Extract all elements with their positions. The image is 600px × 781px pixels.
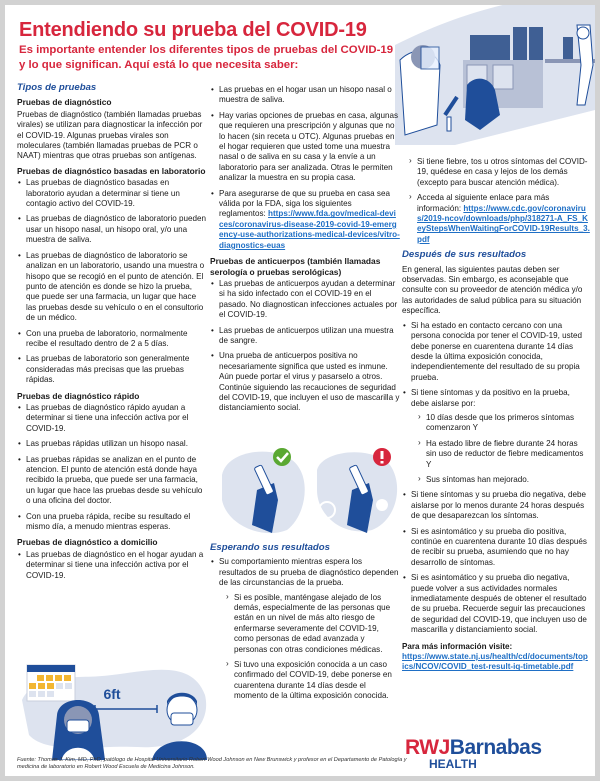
check-circle-icon xyxy=(273,448,291,466)
list-item: • Si tiene síntomas y su prueba dio negativa, debe aislarse por lo menos durante 24 horas después de que desaparezcan los síntomas. xyxy=(402,490,590,521)
home-tests-list-continued xyxy=(210,85,400,251)
list-item: • Una prueba de anticuerpos positiva no necesariamente significa que usted es inmune. Aún puede portar el virus y pasarselo a otros. Continúe siguiendo las recauciones de seguridad del COVID-19, que incluyen el uso de mascarilla y distanciamiento social. xyxy=(210,351,400,413)
waiting-intro: Su comportamiento mientras espera los resultados de su prueba de diagnóstico dependen de las circunstancias de la prueba. xyxy=(219,557,399,588)
section-heading-waiting: Esperando sus resultados xyxy=(210,542,330,553)
lab-tests-list xyxy=(17,178,207,385)
cdc-text: Acceda al siguiente enlace para más información: xyxy=(417,193,550,213)
list-item: › Si tuvo una exposición conocida a un caso confirmado del COVID-19, debe ponerse en cuarentena durante 14 días desde el momento de la última exposición conocida. xyxy=(225,660,400,702)
after-intro: En general, las siguientes pautas deben ser observadas. Sin embargo, es aconsejable que consulte con su proveedor de atención médica y/o las autoridades de salud pública para su situación específica. xyxy=(402,264,583,316)
more-info-label: Para más información visite: xyxy=(402,641,513,651)
rwjbarnabas-logo xyxy=(405,738,542,770)
subheading-home-tests: Pruebas de diagnóstico a domicilio xyxy=(17,537,158,548)
social-distancing-illustration xyxy=(17,655,207,760)
logo-rwj: RWJ xyxy=(405,736,450,759)
list-item: • Las pruebas en el hogar usan un hisopo nasal o muestra de saliva. xyxy=(210,85,400,106)
fda-text: Para asegurarse de que su prueba en casa sea válida por la FDA, siga los siguientes reglamentos: xyxy=(219,188,390,219)
list-item xyxy=(210,557,400,701)
cdc-link[interactable]: https://www.cdc.gov/coronavirus/2019-ncov/downloads/php/318271-A_FS_KeyStepsWhenWaitingForCOVID-19Results_3.pdf xyxy=(417,203,590,244)
list-item: › Ha estado libre de fiebre durante 24 horas sin uso de reductor de fiebre medicamentos Y xyxy=(417,439,590,470)
lab-machine xyxy=(470,35,510,60)
list-item: › Si es posible, manténgase alejado de los demás, especialmente de las personas que están en un nivel de más alto riesgo de enfermarse severamente del COVID-19, como personas de edad avanzada y personas con otras condiciones médicas. xyxy=(225,593,400,655)
lab-testing-illustration xyxy=(395,5,595,145)
column-1 xyxy=(17,83,207,586)
list-item: • Las pruebas de anticuerpos utilizan una muestra de sangre. xyxy=(210,326,400,347)
waiting-sublist xyxy=(225,593,400,702)
subheading-rapid-tests: Pruebas de diagnóstico rápido xyxy=(17,390,140,401)
section-heading-types: Tipos de pruebas xyxy=(17,82,97,93)
list-item xyxy=(408,193,590,245)
fda-link[interactable]: https://www.fda.gov/medical-devices/coronavirus-disease-2019-covid-19-emergency-use-authorizations-medical-devices/vitro-diagnostics-euas xyxy=(219,209,400,250)
after-list xyxy=(402,321,590,636)
list-item: • Con una prueba rápida, recibe su resultado el mismo día, a menudo mientras esperas. xyxy=(17,512,207,533)
list-item: • Las pruebas de diagnóstico de laboratorio pueden usar un hisopo nasal, un hisopo oral, y/o una muestra de saliva. xyxy=(17,214,207,245)
list-item: • Las pruebas de diagnóstico en el hogar ayudan a determinar si tiene una infección activa por el COVID-19. xyxy=(17,550,207,581)
list-item: › 10 días desde que los primeros síntomas comenzaron Y xyxy=(417,413,590,434)
list-item: • Las pruebas rápidas utilizan un hisopo nasal. xyxy=(17,439,207,449)
face-shield xyxy=(421,47,439,69)
calendar-icon xyxy=(27,665,75,701)
positive-intro: Si tiene síntomas y da positivo en la prueba, debe aislarse por: xyxy=(411,388,570,408)
rapid-tests-list xyxy=(17,403,207,532)
list-item: • Las pruebas de diagnóstico basadas en laboratorio ayudan a determinar si tiene un contagio activo del COVID-19. xyxy=(17,178,207,209)
positive-sublist xyxy=(417,413,590,485)
woman-with-mask-figure xyxy=(52,700,105,760)
list-item: › Si tiene fiebre, tos u otros síntomas del COVID-19, quédese en casa y lejos de los demás (excepto para buscar atención médica). xyxy=(408,157,590,188)
page-subtitle: Es importante entender los diferentes tipos de pruebas del COVID-19 y lo que significan. Aquí está lo que necesita saber: xyxy=(19,44,394,71)
column-3 xyxy=(402,157,590,673)
page-title: Entendiendo su prueba del COVID-19 xyxy=(19,19,367,41)
list-item xyxy=(210,189,400,251)
list-item: • Con una prueba de laboratorio, normalmente recibe el resultado dentro de 2 a 5 días. xyxy=(17,329,207,350)
source-footnote: Fuente: Thomas J. Kim, MD, PhD, patólogo de Hospital Universitario Robert Wood Johnson en New Brunswick y profesor en el Departamento de Patología y medicina de laboratorio en Robert Wood Escuela de Medicina Johnson. xyxy=(17,757,407,770)
list-item: • Si es asintomático y su prueba dio negativa, puede volver a sus actividades normales inmediatamente después de obtener el resultado de su prueba. Recuerde seguir las precauciones de seguridad del COVID-19, que incluyen uso de mascarilla y distanciamiento social. xyxy=(402,573,590,635)
home-tests-list-start xyxy=(17,550,207,581)
list-item: • Las pruebas de diagnóstico de laboratorio se analizan en un laboratorio, usando una muestra o hisopo que se recogió en el punto de atención. El punto de atención es donde se hizo la prueba, que puede ser una farmacia, un lugar que hace las pruebas desde su vehículo o en el consultorio de un médico. xyxy=(17,251,207,324)
subheading-lab-tests: Pruebas de diagnóstico basadas en laboratorio xyxy=(17,165,206,176)
list-item: › Sus síntomas han mejorado. xyxy=(417,475,590,485)
logo-health: HEALTH xyxy=(429,757,477,771)
subheading-diagnostic: Pruebas de diagnóstico xyxy=(17,97,112,108)
list-item: • Las pruebas de anticuerpos ayudan a determinar si ha sido infectado con el COVID-19 en el pasado. No diagnostican infecciones actuales por el COVID-19. xyxy=(210,279,400,321)
subheading-antibody-tests: Pruebas de anticuerpos (también llamadas serología o pruebas serológicas) xyxy=(210,256,381,277)
antibody-tests-list xyxy=(210,279,400,414)
list-item: • Si es asintomático y su prueba dio positiva, continúe en cuarentena durante 10 días después de recibir su prueba, asumiendo que no hay desarrollo de síntomas. xyxy=(402,527,590,569)
test-results-illustration xyxy=(212,445,402,535)
logo-barnabas: Barnabas xyxy=(449,736,542,759)
diagnostic-description: Pruebas de diagnóstico (también llamadas pruebas virales) se utilizan para diagnosticar la infección por el COVID-19. Algunas pruebas virales son moleculares (también llamadas pruebas de PCR o NAAT) mientras que otras pruebas son antígenas. xyxy=(17,109,203,161)
distance-label: 6ft xyxy=(103,686,121,702)
list-item: • Las pruebas de laboratorio son generalmente consideradas más precisas que las pruebas rápidas. xyxy=(17,354,207,385)
list-item xyxy=(402,388,590,485)
list-item: • Las pruebas rápidas se analizan en el punto de atencion. El punto de atención está donde haya recibido la prueba, que puede ser una farmacia, un lugar que hace las pruebas desde su vehículo o una oficina del doctor. xyxy=(17,455,207,507)
waiting-sublist-continued xyxy=(408,157,590,245)
document-page xyxy=(5,5,595,776)
list-item: • Hay varias opciones de pruebas en casa, algunas que requieren una prescripción y algunas que no lo hacen (sin receta u OTC). Algunas pruebas en el hogar requieren que usted tome una muestra nasal o de saliva en su casa y la envíe a un laboratorio para ser analizada. Otras le permiten analizar la muestra en su propia casa. xyxy=(210,111,400,184)
waiting-section xyxy=(210,543,400,707)
section-heading-after: Después de sus resultados xyxy=(402,249,527,261)
waiting-list xyxy=(210,557,400,701)
column-2 xyxy=(210,85,400,419)
microscope xyxy=(563,37,573,59)
list-item: • Las pruebas de diagnóstico rápido ayudan a determinar si tiene una infección activa por el COVID-19. xyxy=(17,403,207,434)
list-item: • Si ha estado en contacto cercano con una persona conocida por tener el COVID-19, usted debe ponerse en cuarentena durante 14 días desde la última exposición conocida, independientemente del resultado de su propia prueba. xyxy=(402,321,590,383)
nj-health-link[interactable]: https://www.state.nj.us/health/cd/documents/topics/NCOV/COVID_test-result-iq-timetable.pdf xyxy=(402,652,588,672)
warning-circle-icon xyxy=(373,448,391,466)
